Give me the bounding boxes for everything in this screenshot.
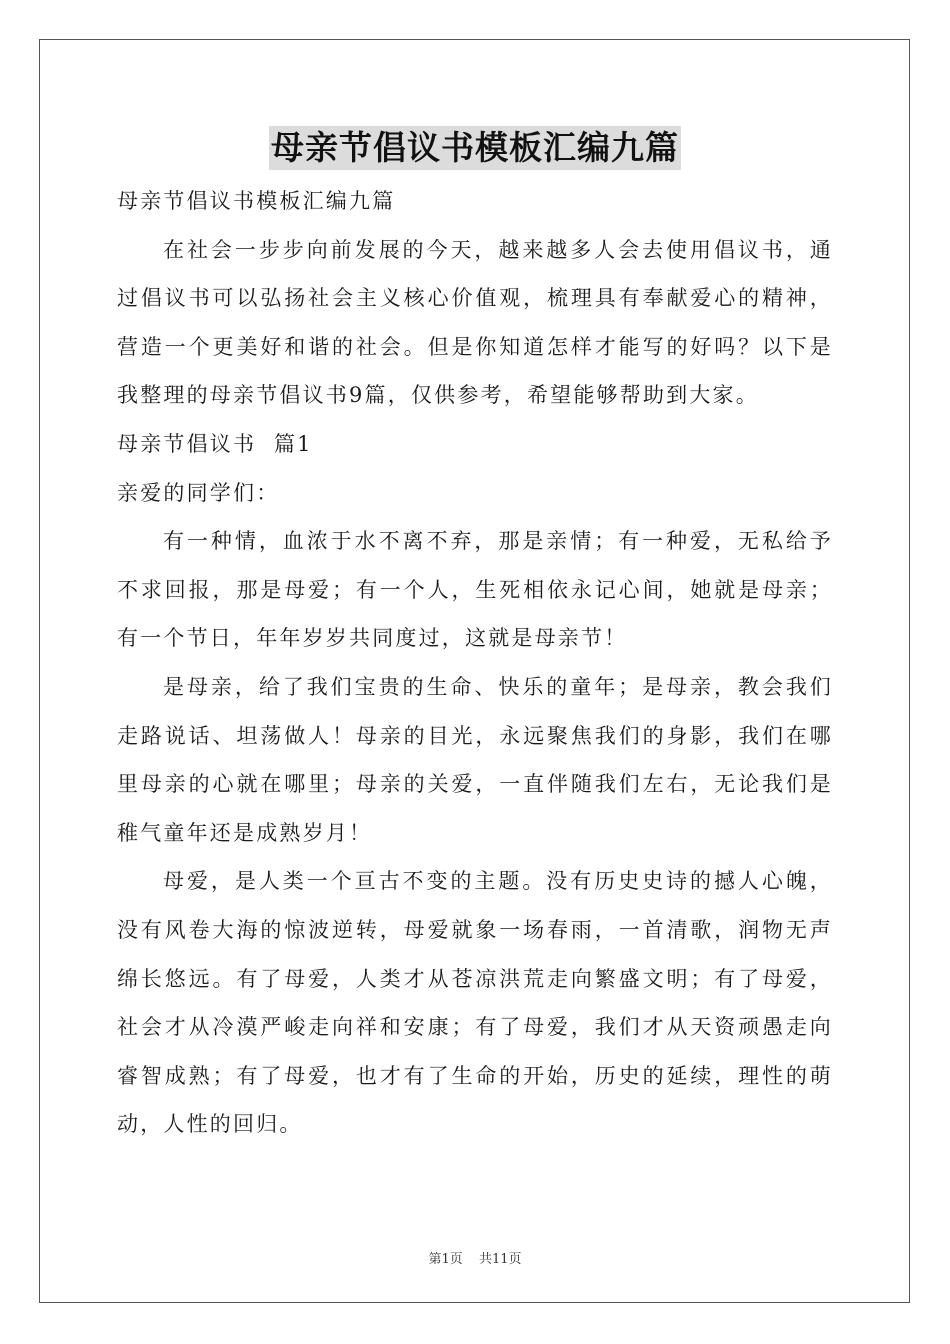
document-body xyxy=(117,177,833,1149)
body-paragraph-2: 是母亲，给了我们宝贵的生命、快乐的童年；是母亲，教会我们走路说话、坦荡做人！母亲的目光，永远聚焦我们的身影，我们在哪里母亲的心就在哪里；母亲的关爱，一直伴随我们左右，无论我们是稚气童年还是成熟岁月！ xyxy=(117,674,833,845)
document-title: 母亲节倡议书模板汇编九篇 xyxy=(269,126,681,170)
intro-paragraph: 在社会一步步向前发展的今天，越来越多人会去使用倡议书，通过倡议书可以弘扬社会主义核心价值观，梳理具有奉献爱心的精神，营造一个更美好和谐的社会。但是你知道怎样才能写的好吗？以下是我整理的母亲节倡议书9篇，仅供参考，希望能够帮助到大家。 xyxy=(117,237,833,408)
page-total: 共11页 xyxy=(478,1252,522,1267)
section-heading: 母亲节倡议书 篇1 xyxy=(117,431,313,456)
salutation: 亲爱的同学们： xyxy=(117,480,280,505)
page-footer xyxy=(0,1248,950,1267)
page-number: 第1页 xyxy=(428,1252,463,1267)
title-area xyxy=(0,126,950,170)
body-paragraph-3: 母爱，是人类一个亘古不变的主题。没有历史史诗的撼人心魄，没有风卷大海的惊波逆转，母爱就象一场春雨，一首清歌，润物无声绵长悠远。有了母爱，人类才从苍凉洪荒走向繁盛文明；有了母爱，社会才从冷漠严峻走向祥和安康；有了母爱，我们才从天资顽愚走向睿智成熟；有了母爱，也才有了生命的开始，历史的延续，理性的萌动，人性的回归。 xyxy=(117,869,833,1137)
body-paragraph-1: 有一种情，血浓于水不离不弃，那是亲情；有一种爱，无私给予不求回报，那是母爱；有一个人，生死相依永记心间，她就是母亲；有一个节日，年年岁岁共同度过，这就是母亲节！ xyxy=(117,529,833,651)
document-subtitle: 母亲节倡议书模板汇编九篇 xyxy=(117,189,396,213)
